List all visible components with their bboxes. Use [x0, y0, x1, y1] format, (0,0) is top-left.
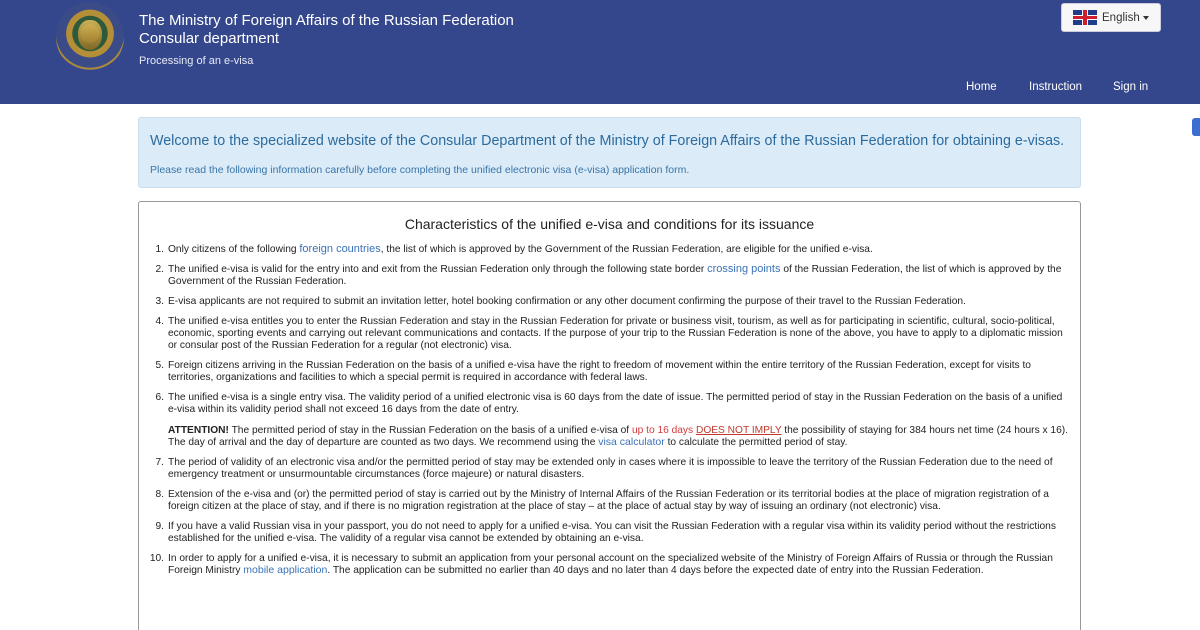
crossing-points-link[interactable]: crossing points	[707, 263, 781, 276]
item-text: In order to apply for a unified e-visa, it is necessary to submit an application from your personal account on the specialized website of the Ministry of Foreign Affairs of Russia or through the Russian Foreign Ministry	[168, 552, 1053, 576]
welcome-heading: Welcome to the specialized website of the Consular Department of the Ministry of Foreign Affairs of the Russian Federation for obtaining e-visas.	[150, 133, 1065, 149]
item-text: The unified e-visa entitles you to enter the Russian Federation and stay in the Russian Federation for private or business visit, tourism, as well as for participating in scientific, cultural, socio-political, economic, sporting events and carrying out relevant communications and contacts. If the purpose of your trip to the Russian Federation is none of the above, you have to apply to a diplomatic mission or consular post of the Russian Federation for a regular (not electronic) visa.	[168, 316, 1063, 351]
uk-flag-icon	[1073, 10, 1097, 25]
foreign-countries-link[interactable]: foreign countries	[299, 243, 381, 255]
side-feedback-widget-icon[interactable]	[1192, 118, 1200, 136]
item-number: 2.	[155, 264, 164, 276]
nav-sign-in[interactable]: Sign in	[1113, 81, 1149, 93]
language-label: English	[1102, 11, 1140, 24]
list-item	[147, 521, 1073, 544]
attention-note	[168, 425, 1073, 448]
item-text: , the list of which is approved by the Government of the Russian Federation, are eligible for the unified e-visa.	[380, 244, 873, 255]
site-title-line1: The Ministry of Foreign Affairs of the Russian Federation	[139, 12, 514, 29]
item-text: The unified e-visa is a single entry visa. The validity period of a unified electronic visa is 60 days from the date of issue. The permitted period of stay in the Russian Federation on the basis of a unified e-visa within its validity period shall not exceed 16 days from the date of entry.	[168, 391, 1063, 415]
site-header	[0, 0, 1200, 104]
list-item	[147, 244, 1073, 256]
attention-label: ATTENTION!	[168, 425, 229, 437]
site-title[interactable]	[139, 12, 514, 48]
panel-title: Characteristics of the unified e-visa and conditions for its issuance	[404, 216, 815, 232]
welcome-alert	[138, 117, 1081, 188]
attention-warning-text: DOES NOT IMPLY	[695, 425, 782, 437]
attention-text: The permitted period of stay in the Russian Federation on the basis of a unified e-visa of	[228, 425, 632, 437]
item-number: 9.	[155, 520, 164, 532]
chevron-down-icon	[1143, 16, 1149, 20]
attention-text: the possibility of staying for 384 hours net time (24 hours x 16). The day of arrival and the day of departure are counted as two days. We recommend using the	[168, 425, 1068, 448]
item-number: 1.	[155, 244, 164, 255]
item-number: 8.	[155, 489, 164, 501]
item-text: The period of validity of an electronic visa and/or the permitted period of stay may be extended only in cases where it is impossible to leave the territory of the Russian Federation due to the need of emergency treatment or unsurmountable circumstances (force majeure) or natural disasters.	[168, 457, 1053, 480]
flag-cross-vertical	[1083, 10, 1087, 25]
visa-calculator-link[interactable]: visa calculator	[598, 435, 665, 448]
list-item	[147, 316, 1073, 351]
attention-text: to calculate the permitted period of stay.	[664, 436, 848, 448]
emblem-shield	[78, 20, 102, 50]
site-subtitle: Processing of an e-visa	[139, 55, 254, 67]
list-item	[147, 264, 1073, 287]
mobile-application-link[interactable]: mobile application	[243, 563, 328, 576]
item-text: The unified e-visa is valid for the entry into and exit from the Russian Federation only through the following state border	[168, 264, 708, 276]
site-title-line2: Consular department	[139, 30, 280, 47]
item-text: . The application can be submitted no earlier than 40 days and no later than 4 days before the expected date of entry into the Russian Federation.	[327, 564, 984, 576]
item-number: 4.	[155, 316, 164, 328]
item-number: 3.	[155, 296, 164, 308]
item-number: 6.	[155, 391, 164, 403]
list-item	[147, 489, 1073, 512]
attention-red-text: up to 16 days	[631, 425, 694, 437]
list-item	[147, 457, 1073, 480]
welcome-note: Please read the following information carefully before completing the unified electronic visa (e-visa) application form.	[150, 164, 690, 176]
item-number: 5.	[155, 359, 164, 371]
item-text: If you have a valid Russian visa in your passport, you do not need to apply for a unified e-visa. You can visit the Russian Federation with a regular visa within its validity period without the restrictions established for the unified e-visa. The validity of a regular visa cannot be extended by obtaining an e-visa.	[168, 520, 1056, 544]
conditions-panel	[138, 201, 1081, 630]
item-text: E-visa applicants are not required to submit an invitation letter, hotel booking confirmation or any other document confirming the purpose of their travel to the Russian Federation.	[168, 296, 966, 308]
list-item	[147, 553, 1073, 576]
item-text: of the Russian Federation, the list of which is approved by the Government of the Russian Federation.	[168, 264, 1062, 287]
list-item	[147, 392, 1073, 449]
list-item	[147, 296, 1073, 308]
list-item	[147, 360, 1073, 383]
nav-instruction[interactable]: Instruction	[1029, 81, 1083, 93]
item-number: 10.	[149, 552, 164, 564]
language-dropdown[interactable]	[1061, 3, 1161, 32]
conditions-list	[147, 244, 1073, 585]
ministry-emblem-icon[interactable]	[56, 2, 124, 72]
item-number: 7.	[155, 457, 164, 469]
item-text: Extension of the e-visa and (or) the permitted period of stay is carried out by the Ministry of Internal Affairs of the Russian Federation or its territorial bodies at the place of migration registration of a foreign citizen at the place of stay, and if there is no migration registration at the place of stay – at the place of actual stay by way of issuing an ordinary (not electronic) visa.	[168, 489, 1049, 512]
nav-home[interactable]: Home	[966, 81, 997, 93]
item-text: Only citizens of the following	[168, 244, 300, 255]
item-text: Foreign citizens arriving in the Russian Federation on the basis of a unified e-visa have the right to freedom of movement within the entire territory of the Russian Federation, except for visits to territories, organizations and facilities to which a special permit is required in accordance with federal laws.	[168, 359, 1031, 383]
